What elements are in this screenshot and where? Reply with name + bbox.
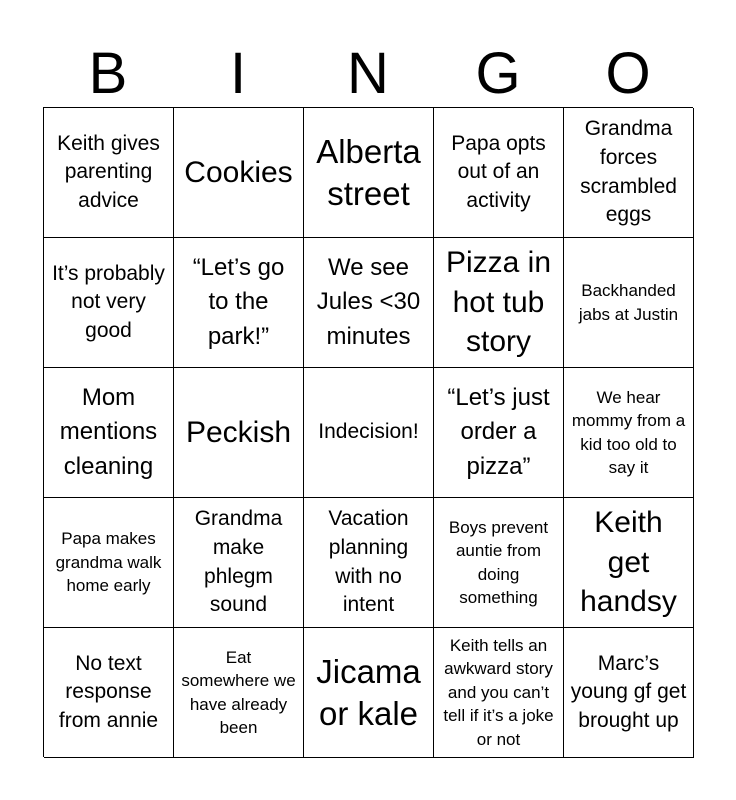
cell-text: Marc’s young gf get brought up: [570, 651, 687, 732]
cell-text: Indecision!: [318, 420, 419, 444]
header-letter-g: G: [475, 41, 521, 106]
cell-text: Backhanded jabs at Justin: [578, 281, 679, 324]
cell-text: Keith tells an awkward story and you can’t tell if it’s a joke or not: [443, 635, 554, 749]
bingo-cell[interactable]: [174, 498, 304, 628]
bingo-cell[interactable]: [434, 238, 564, 368]
cell-text: Eat somewhere we have already been: [181, 647, 296, 737]
bingo-cell[interactable]: [44, 628, 174, 758]
cell-text: Vacation planning with no intent: [328, 507, 409, 617]
cell-text: No text response from annie: [58, 651, 159, 732]
header-letter-n: N: [347, 41, 389, 106]
bingo-cell[interactable]: [44, 498, 174, 628]
bingo-cell[interactable]: [304, 108, 434, 238]
bingo-cell[interactable]: [434, 108, 564, 238]
bingo-cell[interactable]: [564, 368, 694, 498]
cell-text: Alberta street: [316, 133, 421, 212]
bingo-cell[interactable]: [434, 368, 564, 498]
bingo-cell[interactable]: [174, 628, 304, 758]
cell-text: Grandma forces scrambled eggs: [580, 117, 677, 227]
bingo-header: [43, 40, 693, 108]
bingo-cell[interactable]: [174, 238, 304, 368]
cell-text: Boys prevent auntie from doing something: [448, 517, 549, 607]
bingo-cell[interactable]: [304, 628, 434, 758]
bingo-cell[interactable]: [564, 238, 694, 368]
bingo-cell[interactable]: [304, 238, 434, 368]
cell-text: We hear mommy from a kid too old to say it: [571, 387, 686, 477]
bingo-cell[interactable]: [564, 108, 694, 238]
bingo-cell[interactable]: [44, 238, 174, 368]
cell-text: Cookies: [184, 155, 293, 189]
cell-text: Papa opts out of an activity: [451, 131, 546, 212]
cell-text: It’s probably not very good: [52, 261, 165, 342]
header-letter-i: I: [229, 41, 247, 106]
bingo-cell[interactable]: [44, 108, 174, 238]
bingo-cell[interactable]: [304, 368, 434, 498]
cell-text: Keith gives parenting advice: [57, 131, 160, 212]
cell-text: Peckish: [185, 415, 292, 449]
bingo-cell[interactable]: [174, 368, 304, 498]
bingo-board: [43, 107, 693, 757]
bingo-cell[interactable]: [44, 368, 174, 498]
header-letter-o: O: [605, 41, 651, 106]
bingo-cell[interactable]: [434, 628, 564, 758]
header-letter-b: B: [88, 41, 128, 106]
cell-text: Keith get handsy: [580, 506, 677, 619]
bingo-cell[interactable]: [564, 628, 694, 758]
cell-text: Jicama or kale: [316, 653, 421, 732]
bingo-cell[interactable]: [304, 498, 434, 628]
cell-text: “Let’s just order a pizza”: [447, 384, 550, 480]
cell-text: Grandma make phlegm sound: [194, 507, 283, 617]
bingo-cell[interactable]: [174, 108, 304, 238]
bingo-cell[interactable]: [564, 498, 694, 628]
cell-text: Mom mentions cleaning: [59, 384, 158, 480]
cell-text: Pizza in hot tub story: [445, 246, 552, 359]
cell-text: Papa makes grandma walk home early: [55, 529, 162, 596]
bingo-cell[interactable]: [434, 498, 564, 628]
cell-text: We see Jules <30 minutes: [316, 254, 421, 350]
cell-text: “Let’s go to the park!”: [192, 254, 285, 350]
